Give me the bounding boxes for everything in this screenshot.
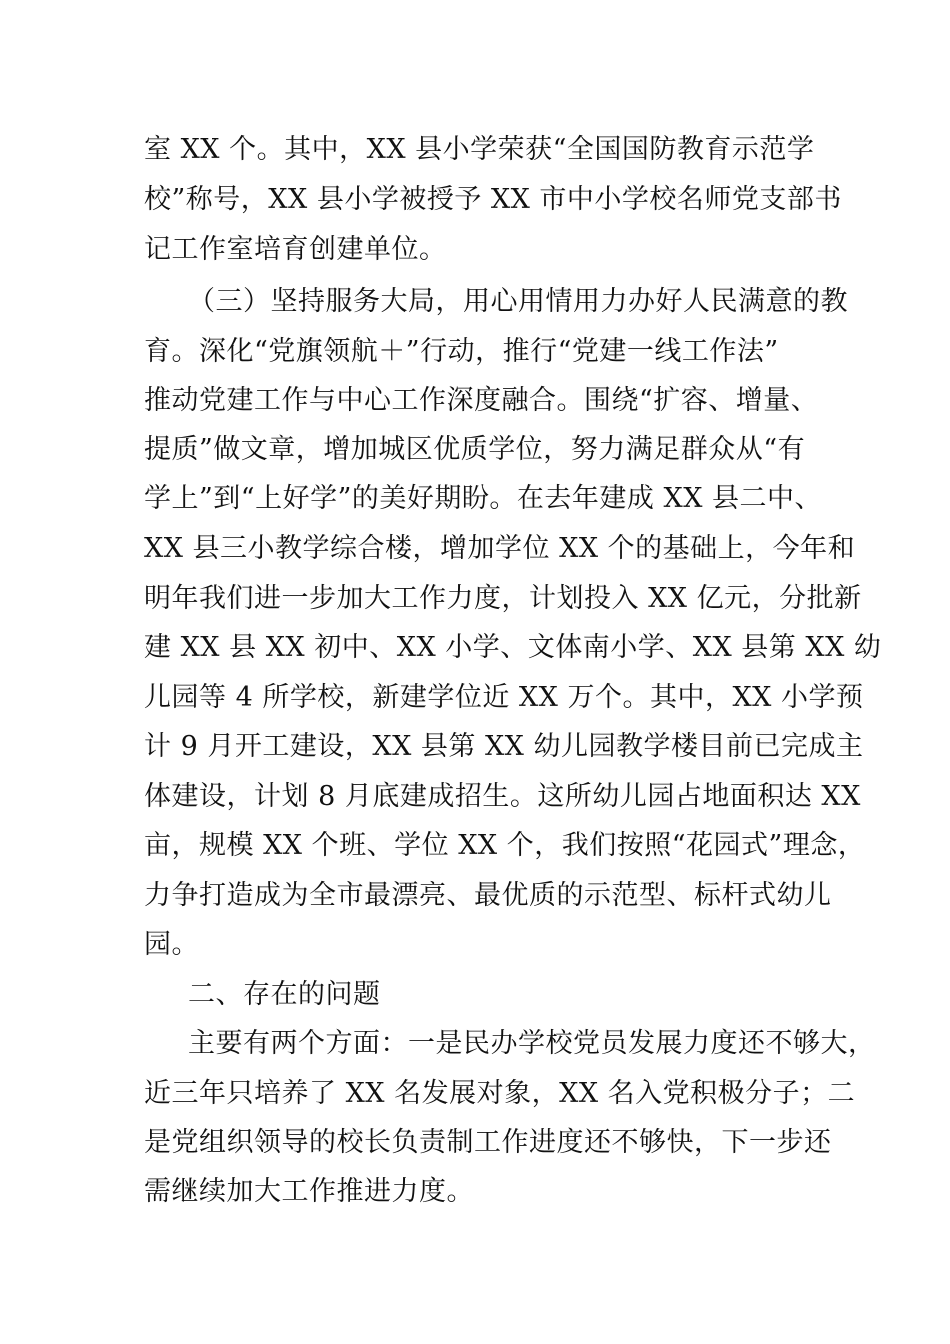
paragraph-line-17: 园。 — [144, 929, 199, 960]
paragraph-line-3: 记工作室培育创建单位。 — [144, 234, 447, 265]
paragraph-line-19: 主要有两个方面：一是民办学校党员发展力度还不够大， — [188, 1028, 876, 1059]
paragraph-line-8: 学上”到“上好学”的美好期盼。在去年建成 XX 县二中、 — [144, 483, 823, 514]
paragraph-line-5: 育。深化“党旗领航＋”行动，推行“党建一线工作法” — [144, 336, 779, 367]
paragraph-line-20: 近三年只培养了 XX 名发展对象，XX 名入党积极分子；二 — [144, 1078, 856, 1109]
paragraph-line-12: 儿园等 4 所学校，新建学位近 XX 万个。其中，XX 小学预 — [144, 682, 864, 713]
paragraph-line-15: 亩，规模 XX 个班、学位 XX 个，我们按照“花园式”理念， — [144, 830, 866, 861]
paragraph-line-6: 推动党建工作与中心工作深度融合。围绕“扩容、增量、 — [144, 385, 819, 416]
paragraph-line-21: 是党组织领导的校长负责制工作进度还不够快，下一步还 — [144, 1127, 832, 1158]
paragraph-line-2: 校”称号，XX 县小学被授予 XX 市中小学校名师党支部书 — [144, 184, 842, 215]
paragraph-line-9: XX 县三小教学综合楼，增加学位 XX 个的基础上，今年和 — [144, 533, 856, 564]
paragraph-line-14: 体建设，计划 8 月底建成招生。这所幼儿园占地面积达 XX — [144, 781, 861, 812]
paragraph-line-7: 提质”做文章，增加城区优质学位，努力满足群众从“有 — [144, 434, 806, 465]
paragraph-line-1: 室 XX 个。其中，XX 县小学荣获“全国国防教育示范学 — [144, 134, 815, 165]
paragraph-line-22: 需继续加大工作推进力度。 — [144, 1176, 474, 1207]
section-heading-3: （三）坚持服务大局，用心用情用力办好人民满意的教 — [188, 286, 848, 317]
paragraph-line-11: 建 XX 县 XX 初中、XX 小学、文体南小学、XX 县第 XX 幼 — [144, 632, 882, 663]
section-heading-2: 二、存在的问题 — [188, 979, 381, 1010]
paragraph-line-13: 计 9 月开工建设，XX 县第 XX 幼儿园教学楼目前已完成主 — [144, 731, 864, 762]
paragraph-line-16: 力争打造成为全市最漂亮、最优质的示范型、标杆式幼儿 — [144, 880, 832, 911]
paragraph-line-10: 明年我们进一步加大工作力度，计划投入 XX 亿元，分批新 — [144, 583, 862, 614]
